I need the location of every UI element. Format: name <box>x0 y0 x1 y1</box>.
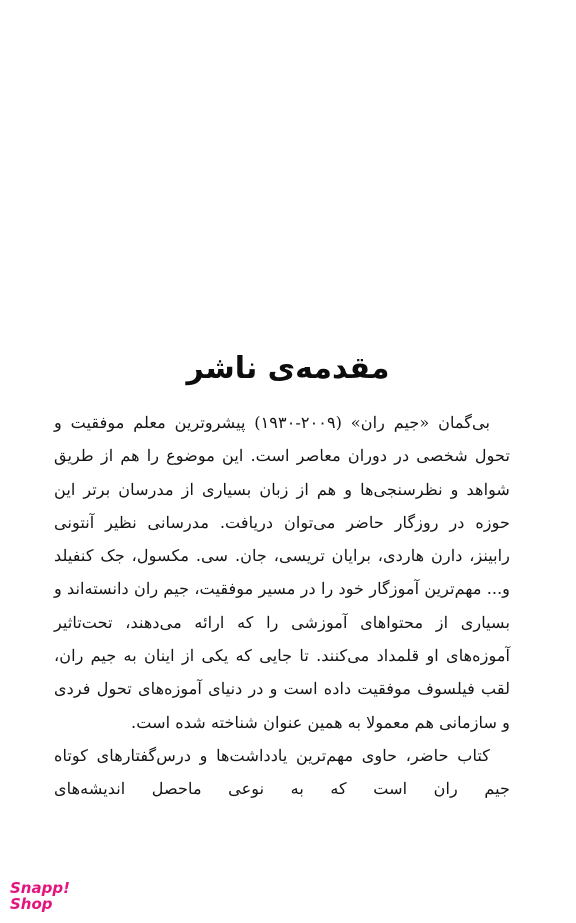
logo-line-2: Shop <box>10 895 53 913</box>
paragraph-2: کتاب حاضر، حاوی مهم‌ترین یادداشت‌ها و درس‌گفتارهای کوتاه جیم ران است که به نوعی ماحصل اندیشه‌های <box>54 745 510 799</box>
paragraph-1: بی‌گمان «جیم ران» (۲۰۰۹-۱۹۳۰) پیشروترین معلم موفقیت و تحول شخصی در دوران معاصر است. این موضوع را هم از طریق شواهد و نظرسنجی‌ها و هم از زبان بسیاری از مدرسان برتر این حوزه در روزگار حاضر می‌توان دریافت. مدرسانی نظیر آنتونی رابینز، دارن هاردی، برایان تریسی، جان. سی. مکسول، جک کنفیلد و... مهم‌ترین آموزگار خود را در مسیر موفقیت، جیم ران دانسته‌اند و بسیاری از محتواهای آموزشی را که ارائه می‌دهند، تحت‌تاثیر آموزه‌های او قلمداد می‌کنند. تا جایی که یکی از اینان به جیم ران، لقب فیلسوف موفقیت داده است و در دنیای آموزه‌های تحول فردی و سازمانی هم معمولا به همین عنوان شناخته شده است. <box>54 413 510 732</box>
body-text <box>54 406 510 806</box>
page-title: مقدمه‌ی ناشر <box>186 351 390 386</box>
logo-line-1: Snapp! <box>10 879 70 897</box>
snappshop-logo <box>10 881 74 915</box>
